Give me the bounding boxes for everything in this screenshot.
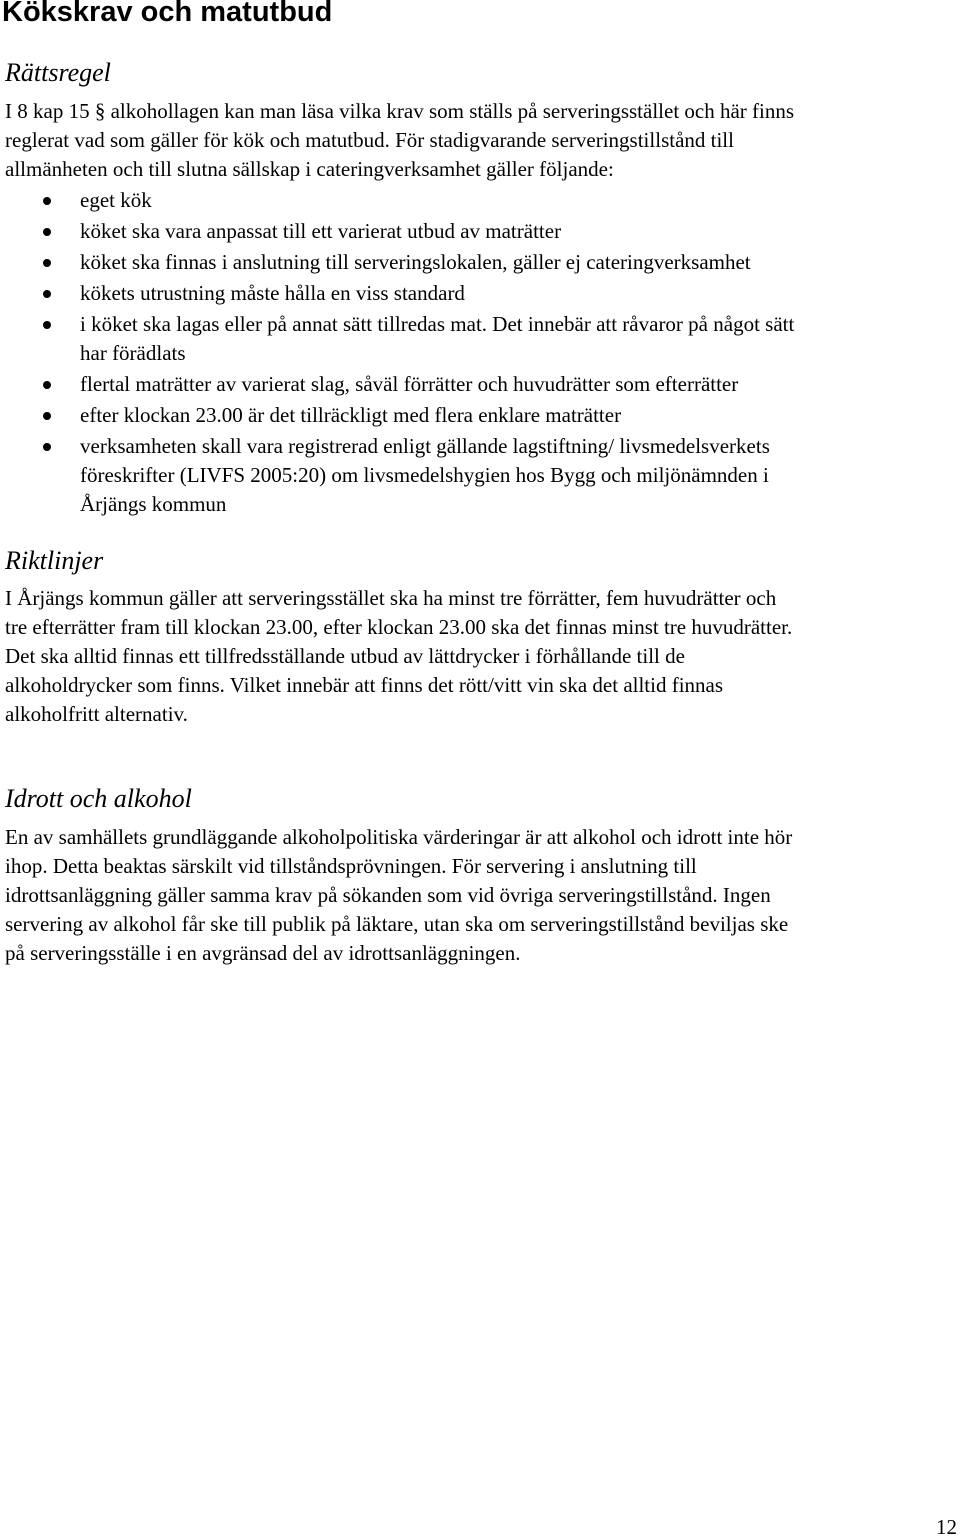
bullet-icon [43,381,51,389]
bullet-icon [43,443,51,451]
bullet-icon [43,321,51,329]
bullet-text-line: köket ska finnas i anslutning till serveringslokalen, gäller ej cateringverksamhet [80,250,751,274]
bullet-text-line: eget kök [80,188,152,212]
bullet-icon [43,290,51,298]
bullet-icon [43,259,51,267]
paragraph-line: servering av alkohol får ske till publik på läktare, utan ska om serveringstillstånd beviljas ske [5,912,789,936]
bullet-text-line: kökets utrustning måste hålla en viss standard [80,281,465,305]
bullet-text-line: verksamheten skall vara registrerad enligt gällande lagstiftning/ livsmedelsverkets [80,434,770,458]
bullet-text-line: efter klockan 23.00 är det tillräckligt med flera enklare maträtter [80,403,622,427]
paragraph-line: alkoholfritt alternativ. [5,702,188,726]
bullet-text-line: i köket ska lagas eller på annat sätt tillredas mat. Det innebär att råvaror på något sätt [80,312,795,336]
paragraph-line: I Årjängs kommun gäller att serveringsstället ska ha minst tre förrätter, fem huvudrätter och [5,586,777,610]
bullet-icon [43,412,51,420]
bullet-item [0,279,960,308]
bullet-item [0,248,960,277]
bullet-text-line: flertal maträtter av varierat slag, såväl förrätter och huvudrätter som efterrätter [80,372,739,396]
bullet-item [0,217,960,246]
bullet-item [0,401,960,430]
bullet-item [0,186,960,215]
paragraph-line: alkoholdrycker som finns. Vilket innebär att finns det rött/vitt vin ska det alltid finnas [5,673,724,697]
page-number: 12 [936,1515,957,1539]
bullet-item [0,370,960,399]
bullet-text-line: föreskrifter (LIVFS 2005:20) om livsmedelshygien hos Bygg och miljönämnden i [80,463,769,487]
section-heading-idrott: Idrott och alkohol [5,784,192,813]
bullet-icon [43,228,51,236]
paragraph-line: tre efterrätter fram till klockan 23.00, efter klockan 23.00 ska det finnas minst tre huvudrätter. [5,615,793,639]
paragraph-line: I 8 kap 15 § alkohollagen kan man läsa vilka krav som ställs på serveringsstället och här finns [5,99,795,123]
bullet-text-line: köket ska vara anpassat till ett varierat utbud av maträtter [80,219,562,243]
bullet-item [0,432,960,519]
bullet-text-line: Årjängs kommun [80,492,227,516]
rattsregel-intro-paragraph [5,97,960,184]
section-heading-rattsregel: Rättsregel [5,58,111,87]
bullet-item [0,310,960,368]
bullet-text-line: har förädlats [80,341,186,365]
requirements-bullet-list [0,186,960,521]
paragraph-line: En av samhällets grundläggande alkoholpolitiska värderingar är att alkohol och idrott inte hör [5,825,793,849]
paragraph-line: allmänheten och till slutna sällskap i cateringverksamhet gäller följande: [5,157,614,181]
section-heading-riktlinjer: Riktlinjer [5,546,104,575]
paragraph-line: Det ska alltid finnas ett tillfredsställande utbud av lättdrycker i förhållande till de [5,644,685,668]
idrott-paragraph [5,823,960,968]
bullet-icon [43,197,51,205]
riktlinjer-paragraph [5,584,960,729]
paragraph-line: ihop. Detta beaktas särskilt vid tillståndsprövningen. För servering i anslutning till [5,854,697,878]
page-title: Kökskrav och matutbud [2,0,333,28]
paragraph-line: på serveringsställe i en avgränsad del av idrottsanläggningen. [5,941,521,965]
paragraph-line: idrottsanläggning gäller samma krav på sökanden som vid övriga serveringstillstånd. Ingen [5,883,771,907]
paragraph-line: reglerat vad som gäller för kök och matutbud. För stadigvarande serveringstillstånd till [5,128,734,152]
